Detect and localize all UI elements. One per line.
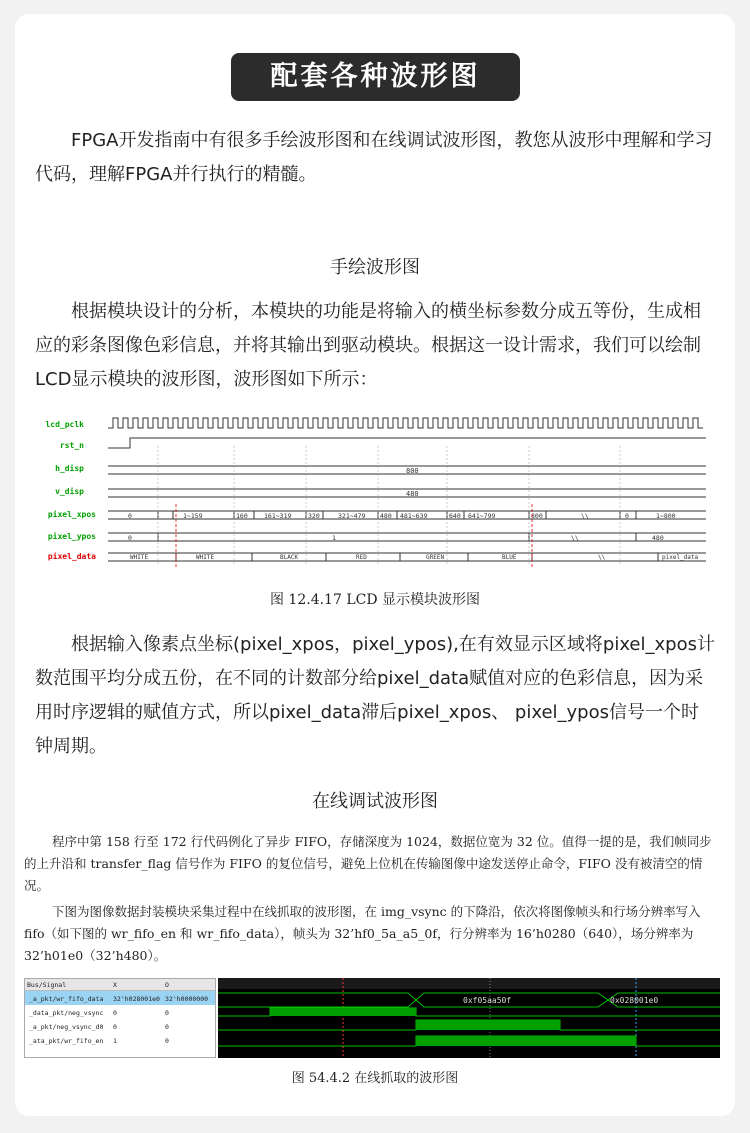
ypos-val-2: \\ (571, 534, 579, 542)
xpos-val-6: 480 (380, 512, 392, 520)
signal-label-lcd-pclk: lcd_pclk (45, 420, 84, 429)
signal-row-o: 0 (165, 1023, 169, 1031)
h-disp-value: 800 (406, 467, 419, 475)
signal-label-pixel-ypos: pixel_ypos (47, 532, 96, 541)
data-val-6: \\ (598, 554, 606, 561)
signal-row-name: _data_pkt/neg_vsync (29, 1009, 104, 1017)
signal-label-pixel-xpos: pixel_xpos (47, 510, 96, 519)
waveform2-caption: 图 54.4.2 在线抓取的波形图 (291, 1071, 459, 1086)
xpos-val-12: 0 (625, 512, 629, 520)
xpos-val-10: 800 (531, 512, 543, 520)
signal-label-rst-n: rst_n (59, 441, 84, 450)
waveform1-caption: 图 12.4.17 LCD 显示模块波形图 (269, 592, 481, 608)
pixel-ypos-bus (108, 533, 706, 541)
xpos-val-11: \\ (581, 512, 589, 520)
signal-list (24, 978, 216, 1058)
signal-row-name: _a_pkt/neg_vsync_d0 (29, 1023, 104, 1031)
xpos-val-8: 640 (449, 512, 461, 520)
ypos-val-3: 480 (652, 534, 664, 542)
xpos-val-7: 481~639 (400, 512, 428, 520)
signal-row[interactable] (25, 1019, 215, 1033)
signal-row-o: 32'h0000000 (165, 995, 209, 1003)
data-val-5: BLUE (502, 554, 517, 561)
signal-list-header (25, 979, 215, 991)
col-o: O (165, 981, 169, 989)
ypos-val-1: 1 (332, 534, 336, 542)
v-disp-value: 480 (406, 490, 419, 498)
xpos-val-13: 1~800 (656, 512, 676, 520)
signal-row[interactable] (25, 1033, 215, 1047)
ypos-val-0: 0 (128, 534, 132, 542)
col-x: X (113, 981, 117, 989)
signal-row-o: 0 (165, 1009, 169, 1017)
bus-value-0: 0xf05aa50f (463, 996, 512, 1005)
signal-label-h-disp: h_disp (55, 464, 84, 473)
waveform-view[interactable] (218, 978, 720, 1058)
handdrawn-explain: 根据输入像素点坐标(pixel_xpos，pixel_ypos),在有效显示区域将pixel_xpos计数范围平均分成五份，在不同的计数部分给pixel_data赋值对应的色彩信息，因为采用时序逻辑的赋值方式，所以pixel_data滞后pixel_xpos、 pixel_ypos信号一个时钟周期。 (35, 634, 715, 757)
data-val-0: WHITE (130, 554, 149, 561)
signal-row-x: 32'h028001e0 (113, 995, 160, 1003)
xpos-val-1: 1~159 (183, 512, 203, 520)
signal-row-name: _a_pkt/wr_fifo_data (29, 995, 104, 1003)
clock-wave (108, 418, 703, 428)
xpos-val-3: 161~319 (264, 512, 292, 520)
section-banner: 配套各种波形图 (231, 53, 520, 101)
online-para2: 下图为图像数据封装模块采集过程中在线抓取的波形图，在 img_vsync 的下降沿，依次将图像帧头和行场分辨率写入 fifo（如下图的 wr_fifo_en 和 wr_fifo_data），帧头为 32’hf0_5a_a5_0f，行分辨率为 16’h0280（640），场分辨率为 32’h01e0（32’h480）。 (24, 904, 701, 963)
data-val-7: pixel_data (662, 554, 699, 561)
signal-row[interactable] (25, 1005, 215, 1019)
xpos-val-5: 321~479 (338, 512, 366, 520)
col-bus-signal: Bus/Signal (27, 981, 67, 989)
signal-row-o: 0 (165, 1037, 169, 1045)
online-heading: 在线调试波形图 (312, 791, 438, 812)
signal-label-v-disp: v_disp (55, 487, 84, 496)
lcd-waveform-diagram (38, 408, 718, 573)
handdrawn-body: 根据模块设计的分析，本模块的功能是将输入的横坐标参数分成五等份，生成相应的彩条图像色彩信息，并将其输出到驱动模块。根据这一设计需求，我们可以绘制LCD显示模块的波形图，波形图如下所示： (35, 301, 701, 390)
xpos-val-0: 0 (128, 512, 132, 520)
signal-row-x: 0 (113, 1009, 117, 1017)
handdrawn-heading: 手绘波形图 (330, 257, 420, 278)
data-val-1: WHITE (196, 554, 215, 561)
xpos-val-4: 320 (308, 512, 320, 520)
signal-row-x: 1 (113, 1037, 117, 1045)
data-val-2: BLACK (280, 554, 299, 561)
xpos-val-2: 160 (236, 512, 248, 520)
guide-lines (158, 446, 620, 566)
signal-label-pixel-data: pixel_data (47, 552, 96, 561)
logic-analyzer-panel (24, 978, 720, 1058)
data-val-4: GREEN (426, 554, 445, 561)
data-val-3: RED (356, 554, 367, 561)
xpos-val-9: 641~799 (468, 512, 496, 520)
online-para1: 程序中第 158 行至 172 行代码例化了异步 FIFO，存储深度为 1024，数据位宽为 32 位。值得一提的是，我们帧同步的上升沿和 transfer_flag 信号作为 FIFO 的复位信号，避免上位机在传输图像中途发送停止命令，FIFO 没有被清空的情况。 (24, 834, 712, 893)
signal-row-x: 0 (113, 1023, 117, 1031)
intro-paragraph: FPGA开发指南中有很多手绘波形图和在线调试波形图，教您从波形中理解和学习代码，理解FPGA并行执行的精髓。 (35, 130, 713, 185)
signal-row-name: _ata_pkt/wr_fifo_en (29, 1037, 104, 1045)
rst-n-wave (108, 438, 706, 448)
signal-row[interactable] (25, 991, 215, 1005)
bus-value-1: 0x028001e0 (610, 996, 659, 1005)
